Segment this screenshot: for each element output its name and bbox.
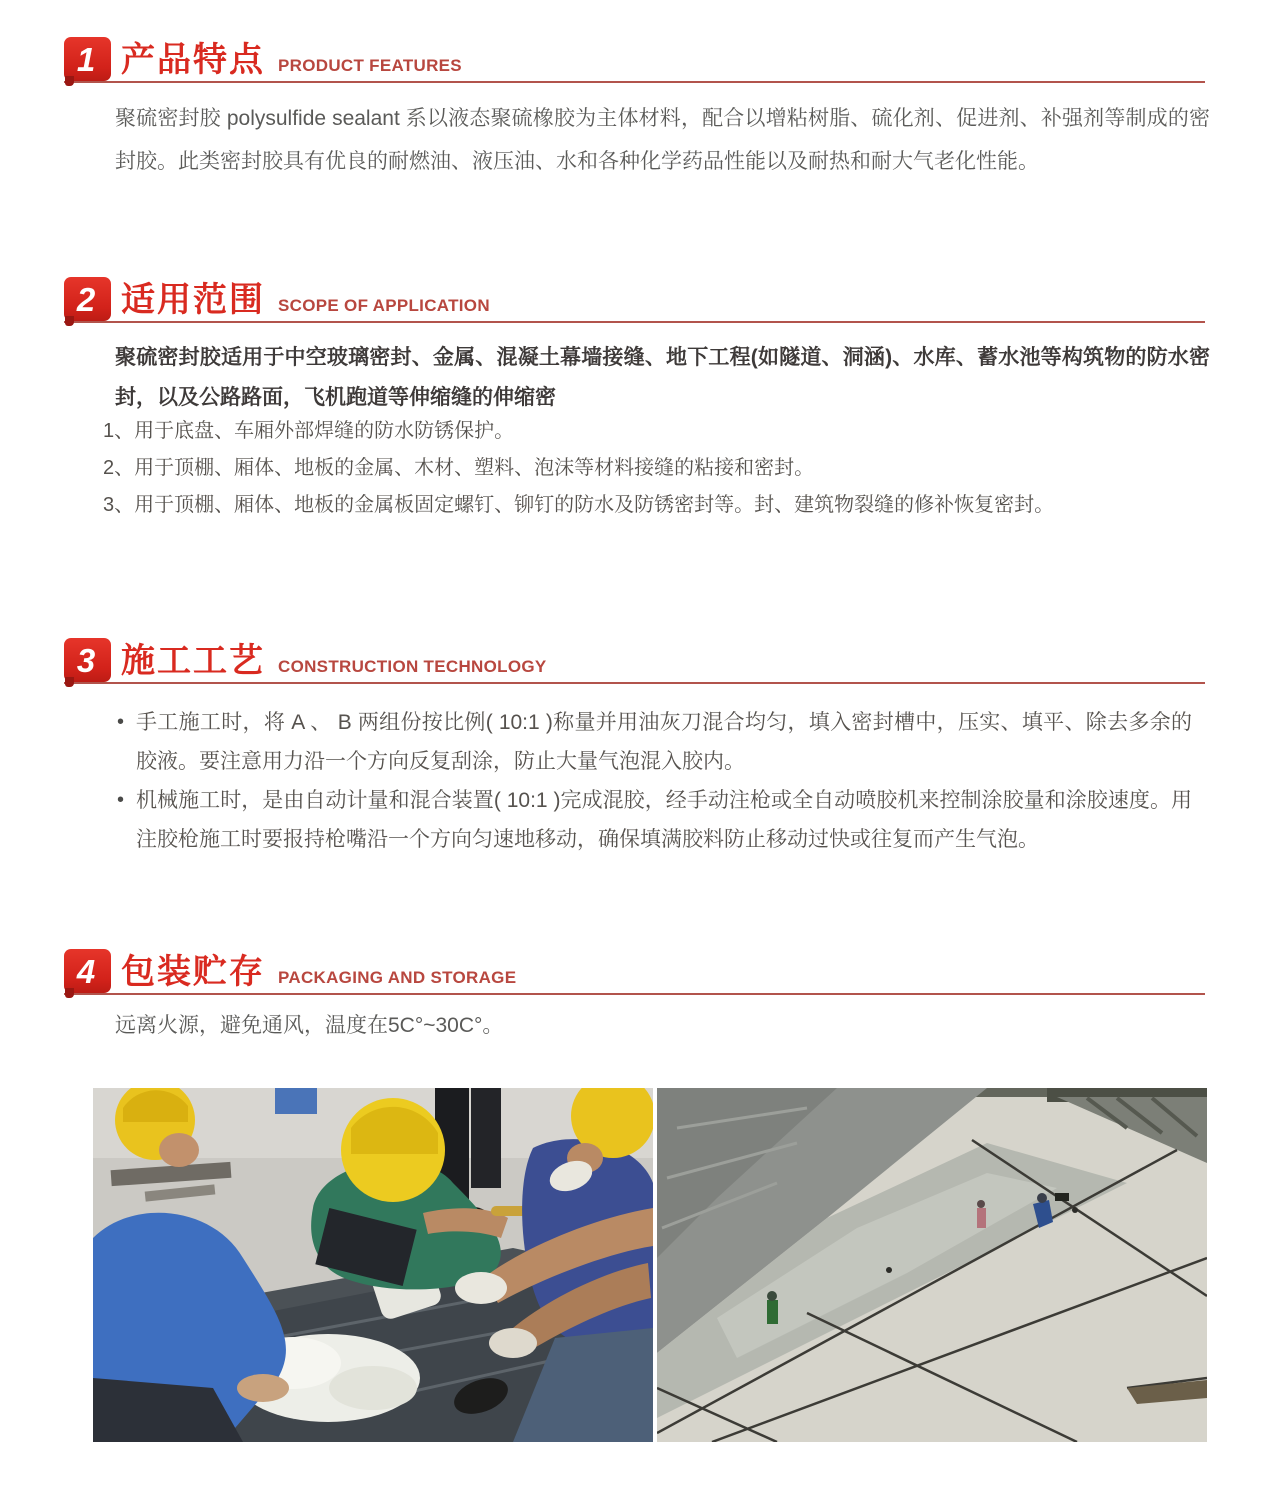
section-title-cn: 适用范围: [121, 281, 265, 319]
dam-slope-illustration: [657, 1088, 1207, 1442]
product-features-paragraph: 聚硫密封胶 polysulfide sealant 系以液态聚硫橡胶为主体材料，配合以增粘树脂、硫化剂、促进剂、补强剂等制成的密封胶。此类密封胶具有优良的耐燃油、液压油、水和各种化学药品性能以及耐热和耐大气老化性能。: [115, 107, 1210, 173]
workers-mixing-sealant-photo: [93, 1088, 653, 1442]
application-list-item: 1、用于底盘、车厢外部焊缝的防水防锈保护。: [103, 420, 515, 442]
section-divider-line: [64, 682, 1205, 684]
section-header-scope-of-application: [64, 277, 1205, 323]
section-title-cn: 产品特点: [121, 41, 265, 79]
section-header-construction-technology: [64, 638, 1205, 684]
construction-step: • 机械施工时，是由自动计量和混合装置( 10:1 )完成混胶，经手动注枪或全自动喷胶机来控制涂胶量和涂胶速度。用注胶枪施工时要报持枪嘴沿一个方向匀速地移动，确保填满胶料防止移动过快或往复而产生气泡。: [117, 781, 1192, 859]
section-number: 4: [76, 952, 96, 990]
section-number-badge: [64, 277, 111, 321]
section-number-badge: [64, 638, 111, 682]
section-titles: [121, 283, 490, 317]
section-title-cn: 施工工艺: [121, 642, 265, 680]
section-titles: [121, 43, 462, 77]
construction-steps-list: [117, 703, 1192, 859]
storage-paragraph: 远离火源，避免通风，温度在5C°~30C°。: [115, 1014, 504, 1037]
application-list: [103, 418, 1203, 529]
section-divider-line: [64, 993, 1205, 995]
section-number: 1: [76, 40, 96, 78]
scope-lead-paragraph: 聚硫密封胶适用于中空玻璃密封、金属、混凝土幕墙接缝、地下工程(如隧道、洞涵)、水库、蓄水池等构筑物的防水密封，以及公路路面，飞机跑道等伸缩缝的伸缩密: [115, 346, 1210, 409]
application-list-item: 2、用于顶棚、厢体、地板的金属、木材、塑料、泡沫等材料接缝的粘接和密封。: [103, 457, 815, 479]
section-number-badge: [64, 949, 111, 993]
application-list-item: 3、用于顶棚、厢体、地板的金属板固定螺钉、铆钉的防水及防锈密封等。封、建筑物裂缝的修补恢复密封。: [103, 494, 1055, 516]
section-title-cn: 包装贮存: [121, 953, 265, 991]
section-number: 2: [76, 280, 96, 318]
section-divider-line: [64, 81, 1205, 83]
section-title-en: PRODUCT FEATURES: [278, 56, 462, 75]
section-title-en: CONSTRUCTION TECHNOLOGY: [278, 657, 547, 676]
section-divider-line: [64, 321, 1205, 323]
dam-slope-joint-sealing-photo: [657, 1088, 1207, 1442]
section-titles: [121, 955, 516, 989]
section-title-en: SCOPE OF APPLICATION: [278, 296, 490, 315]
section-header-packaging-and-storage: [64, 949, 1205, 995]
section-title-en: PACKAGING AND STORAGE: [278, 968, 517, 987]
workers-mixing-sealant-illustration: [93, 1088, 653, 1442]
section-number: 3: [76, 641, 96, 679]
construction-step: • 手工施工时，将 A 、 B 两组份按比例( 10:1 )称量并用油灰刀混合均匀，填入密封槽中，压实、填平、除去多余的胶液。要注意用力沿一个方向反复刮涂，防止大量气泡混入胶内。: [117, 703, 1192, 781]
section-number-badge: [64, 37, 111, 81]
section-header-product-features: [64, 37, 1205, 83]
section-titles: [121, 644, 547, 678]
